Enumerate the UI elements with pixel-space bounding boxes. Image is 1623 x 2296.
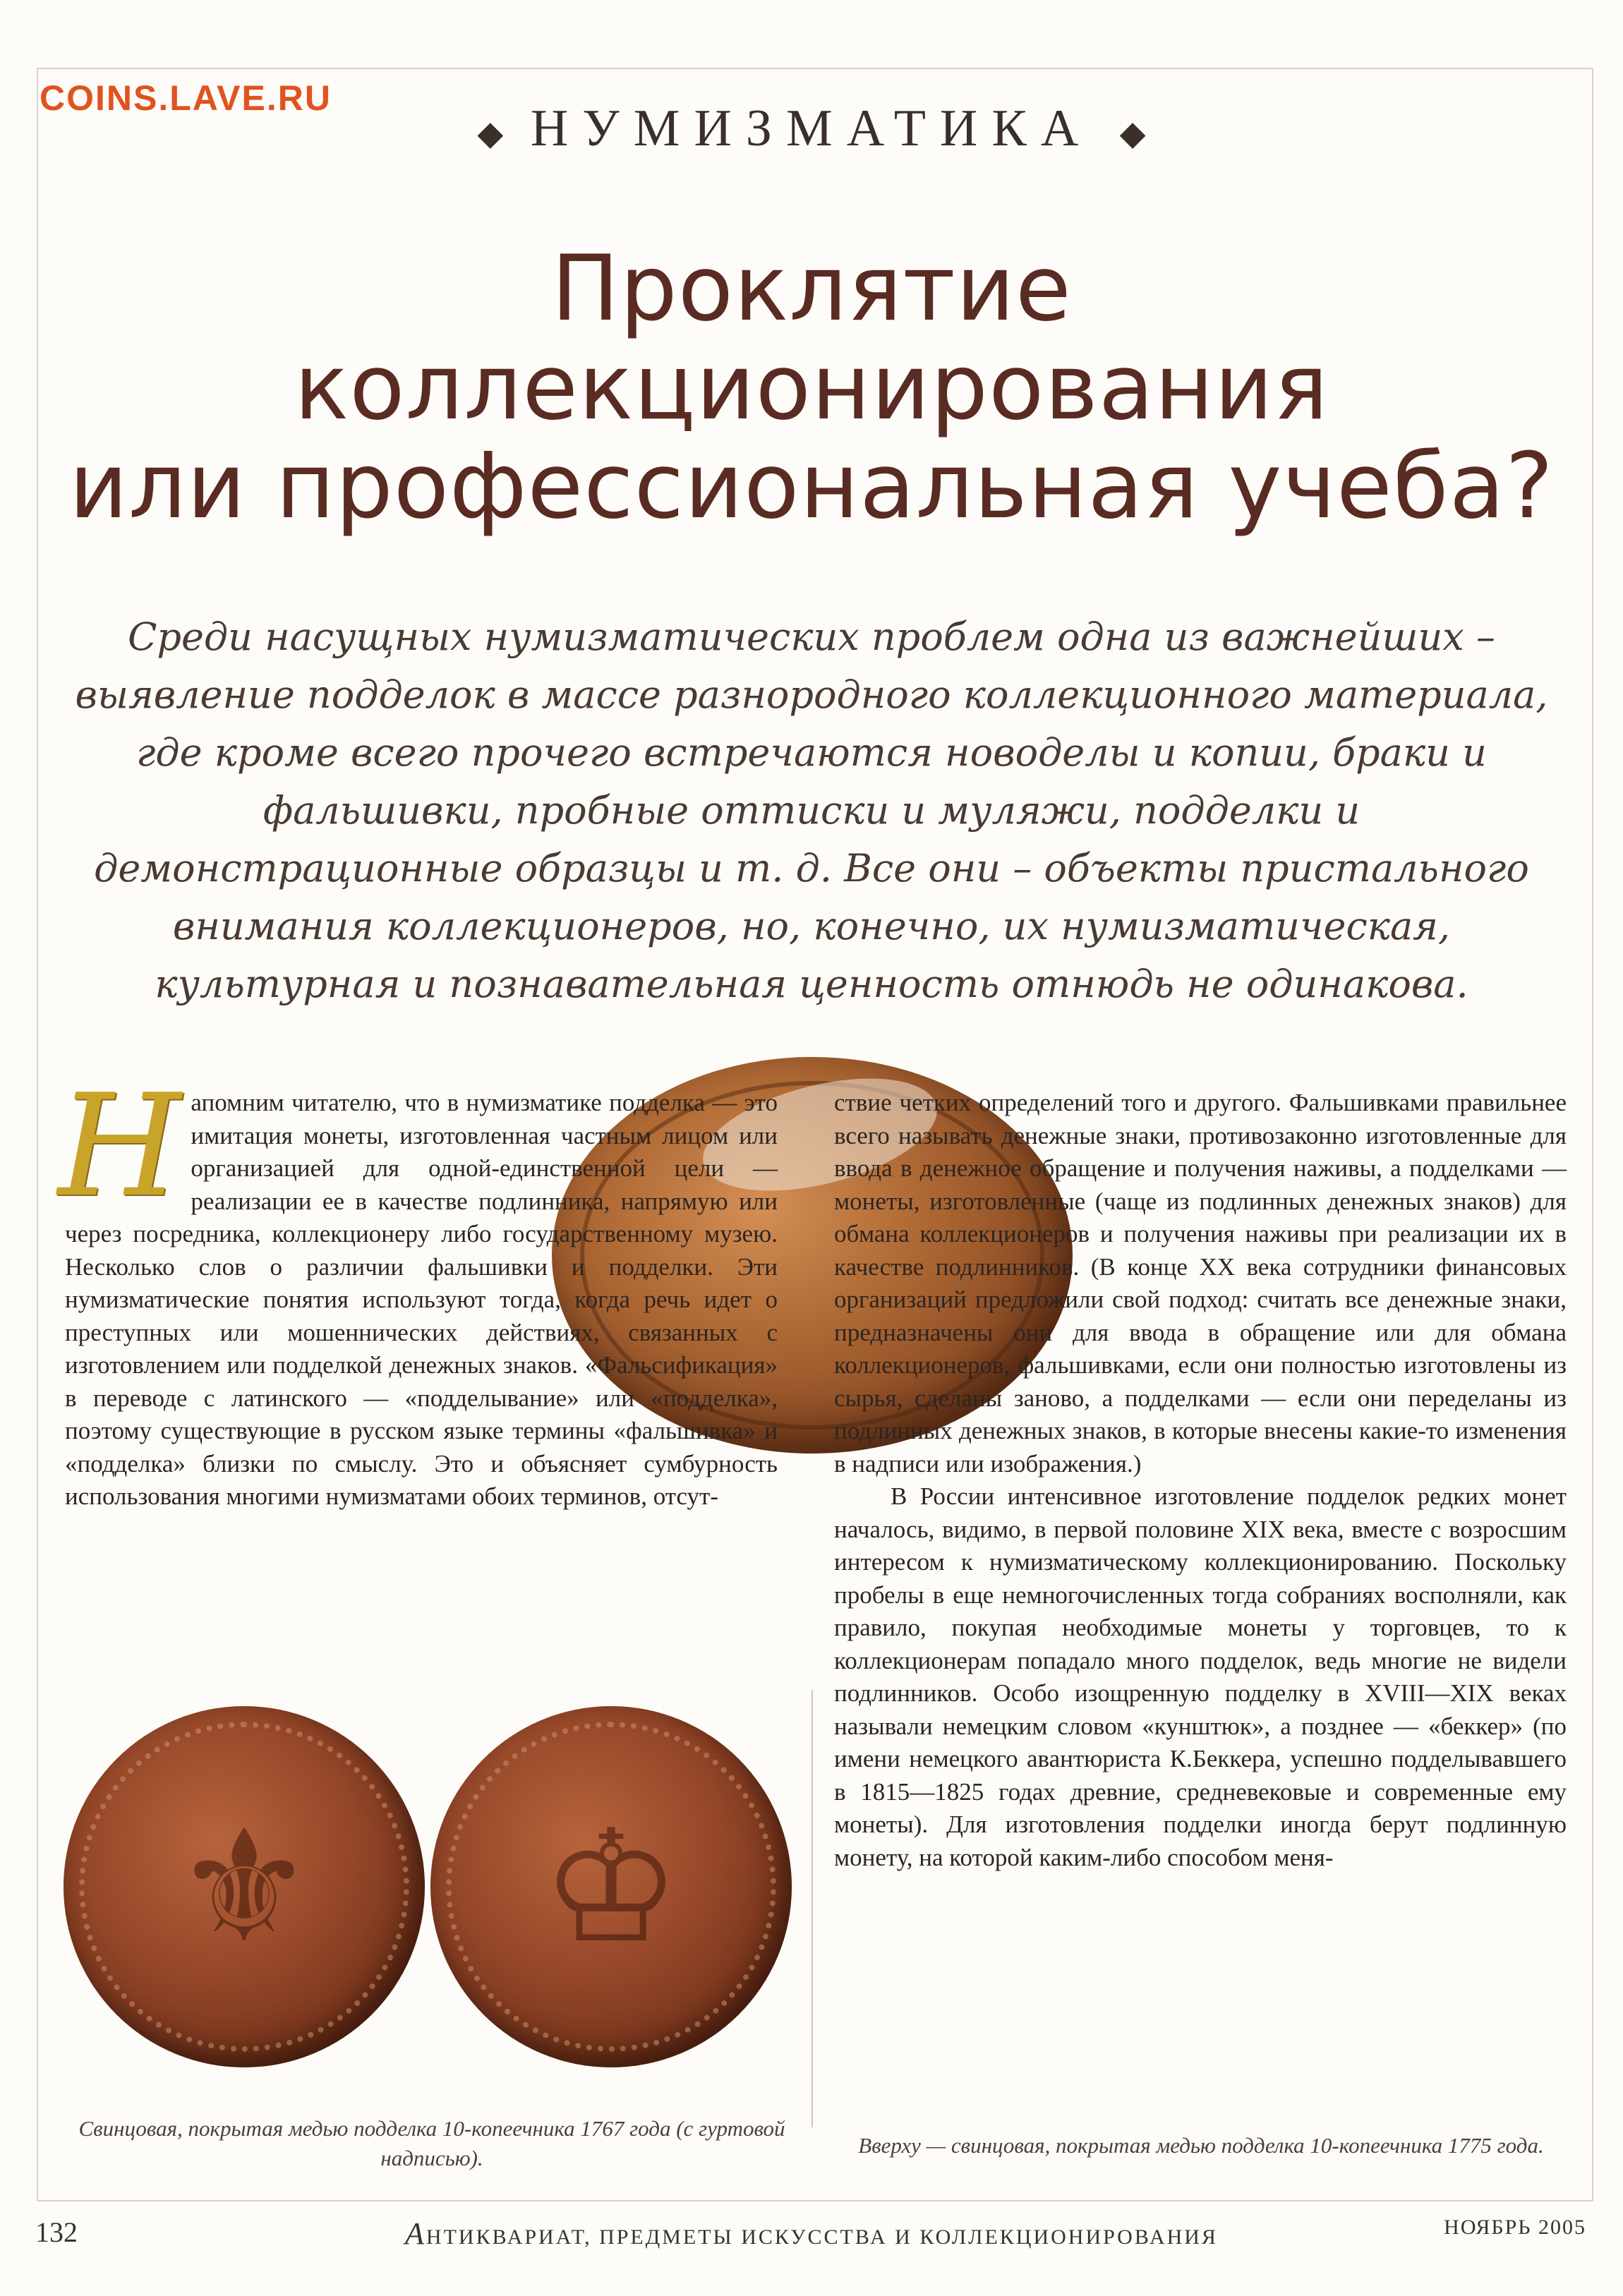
title-line-1: Проклятие bbox=[551, 236, 1072, 342]
magazine-title: НТИКВАРИАТ, ПРЕДМЕТЫ ИСКУССТВА И КОЛЛЕКЦИОНИРОВАНИЯ bbox=[426, 2225, 1218, 2249]
article-title bbox=[42, 236, 1581, 539]
coin-photo-obverse bbox=[64, 1706, 425, 2067]
monogram-icon: ♔ bbox=[541, 1796, 681, 1977]
title-line-2: коллекционирования bbox=[294, 335, 1329, 440]
coin-photo-reverse bbox=[430, 1706, 792, 2067]
section-rubric bbox=[0, 99, 1623, 159]
coat-of-arms-icon: ⚜ bbox=[174, 1796, 314, 1977]
body-right-paragraph-2: В России интенсивное изготовление подделок редких монет началось, видимо, в первой половине XIX века, вместе с возросшим интересом к нумизматическому коллекционированию. Поскольку пробелы в еще немногочисленных тогда собраниях восполняли, как правило, покупая необходимые монеты у торговцев, то к коллекционерам попадало много подделок, ведь многие не видели подлинников. Особо изощренную подделку в XVIII—XIX веках называли немецким словом «кунштюк», а позднее — «беккер» (по имени немецкого авантюриста К.Беккера, успешно подделывавшего в 1815—1825 годах древние, средневековые и современные ему монеты). Для изготовления подделки иногда берут подлинную монету, на которой каким-либо способом меня- bbox=[834, 1482, 1567, 1871]
body-column-left bbox=[58, 1064, 778, 1513]
body-right-paragraph-1: ствие четких определений того и другого. Фальшивками правильнее всего называть денежные знаки, противозаконно изготовленные для ввода в денежное обращение и получения наживы, а подделками — монеты, изготовленные (чаще из подлинных денежных знаков) для обмана коллекционеров и получения наживы при реализации их в качестве подлинников. (В конце XX века сотрудники финансовых организаций предложили свой подход: считать все денежные знаки, предназначены они для ввода в обращение или для обмана коллекционеров, фальшивками, если они полностью изготовлены из сырья, сделаны заново, а подделками — если они переделаны из подлинных денежных знаков, в которые внесены какие-то изменения в надписи или изображения.) bbox=[834, 1089, 1567, 1478]
body-column-right bbox=[834, 1087, 1567, 1874]
caption-left: Свинцовая, покрытая медью подделка 10-копеечника 1767 года (с гуртовой надписью). bbox=[78, 2116, 785, 2170]
diamond-icon: ◆ bbox=[1119, 115, 1146, 153]
magazine-name bbox=[0, 2216, 1623, 2252]
diamond-icon: ◆ bbox=[477, 115, 504, 153]
rubric-label: НУМИЗМАТИКА bbox=[530, 99, 1093, 157]
column-divider bbox=[812, 1690, 813, 2127]
body-left-text: апомним читателю, что в нумизматике подделка — это имитация монеты, изготовленная частным лицом или организацией для одной-единственной цели — реализации ее в качестве подлинника, напрямую или через посредника, коллекционеру либо государственному музею. Несколько слов о различии фальшивки и подделки. Эти нумизматические понятия используют тогда, когда речь идет о преступных или мошеннических действиях, связанных с изготовлением или подделкой денежных знаков. «Фальсификация» в переводе с латинского — «подделывание» или «подделка», поэтому существующие в русском языке термины «фальшивка» и «подделка» близки по смыслу. Это и объясняет сумбурность использования многими нумизматами обоих терминов, отсут- bbox=[65, 1089, 778, 1510]
drop-cap: Н bbox=[58, 1064, 181, 1228]
watermark: COINS.LAVE.RU bbox=[40, 78, 332, 118]
title-line-3: или профессиональная учеба? bbox=[68, 434, 1555, 539]
page-number: 132 bbox=[35, 2216, 78, 2248]
caption-right: Вверху — свинцовая, покрытая медью подделка 10-копеечника 1775 года. bbox=[858, 2133, 1544, 2158]
magazine-initial: А bbox=[405, 2216, 426, 2251]
issue-date: НОЯБРЬ 2005 bbox=[1444, 2216, 1586, 2239]
article-lead: Среди насущных нумизматических проблем одна из важнейших – выявление подделок в массе разнородного коллекционного материала, где кроме всего прочего встречаются новоделы и копии, браки и фальшивки, пробные оттиски и муляжи, подделки и демонстрационные образцы и т. д. Все они – объекты пристального внимания коллекционеров, но, конечно, их нумизматическая, культурная и познавательная ценность отнюдь не одинакова. bbox=[75, 615, 1548, 1006]
